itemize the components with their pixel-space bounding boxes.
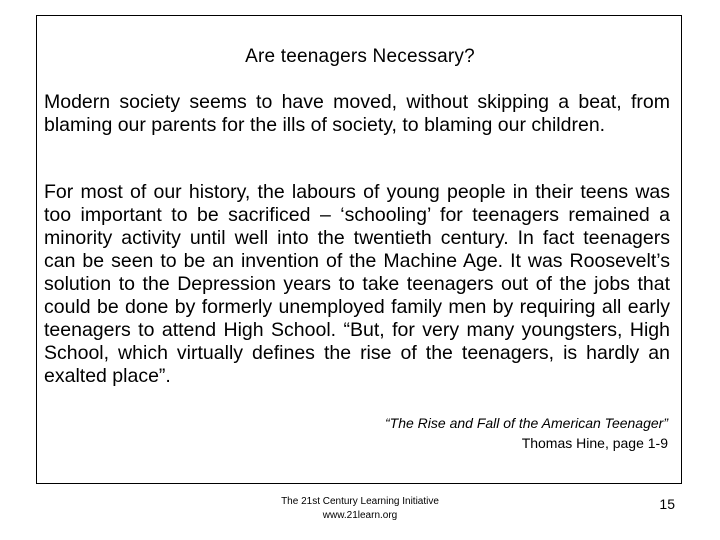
footer-organization bbox=[250, 495, 470, 523]
citation bbox=[385, 413, 668, 453]
footer-org-name: The 21st Century Learning Initiative bbox=[281, 496, 439, 507]
paragraph-intro: Modern society seems to have moved, without skipping a beat, from blaming our parents for the ills of society, to blaming our children. bbox=[44, 91, 670, 136]
slide-title: Are teenagers Necessary? bbox=[245, 46, 475, 67]
paragraph-history: For most of our history, the labours of young people in their teens was too important to be sacrificed – ‘schooling’ for teenagers remained a minority activity until well into the twentieth century. In fact teenagers can be seen to be an invention of the Machine Age. It was Roosevelt’s solution to the Depression years to take teenagers out of the jobs that could be done by formerly unemployed family men by requiring all early teenagers to attend High School. “But, for very many youngsters, High School, which virtually defines the rise of the teenagers, is hardly an exalted place”. bbox=[44, 181, 670, 387]
citation-author: Thomas Hine, page 1-9 bbox=[521, 435, 668, 451]
citation-work: “The Rise and Fall of the American Teenager” bbox=[385, 415, 668, 431]
page-number: 15 bbox=[659, 496, 675, 512]
footer-website: www.21learn.org bbox=[322, 510, 398, 521]
